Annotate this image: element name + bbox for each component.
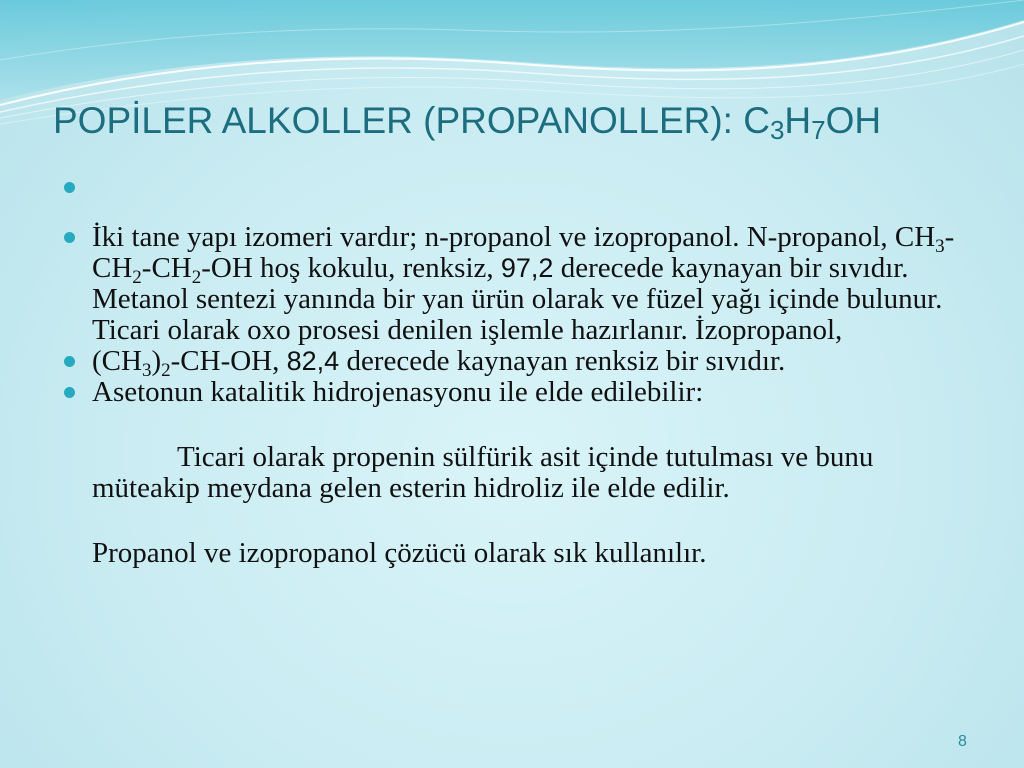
bullet-text: -CH [141,252,192,284]
bullet-text: derecede kaynayan bir sıvıdır. Metanol sentezi yanında bir yan ürün olarak ve füzel yağı içinde bulunur. Ticari olarak oxo prosesi denilen işlemle hazırlanır. İzopropanol, [92,252,943,346]
paragraph-commercial: Ticari olarak propenin sülfürik asit içinde tutulması ve bunu müteakip meydana gelen esterin hidroliz ile elde edilir. [92,441,874,504]
subscript: 2 [191,267,202,288]
title-prefix: POPİLER ALKOLLER (PROPANOLLER): C [53,100,770,141]
bullet-text: İki tane yapı izomeri vardır; n-propanol ve izopropanol. N-propanol, CH [92,221,936,253]
bullet-text: -CH-OH, [170,345,287,377]
bullet-item-isopropanol [92,345,962,381]
bullet-text: ) [151,345,162,377]
title-suffix: OH [825,100,882,141]
bullet-text: -OH hoş kokulu, renksiz, [201,252,501,284]
bullet-text: -CH [92,221,955,284]
bullet-text: Asetonun katalitik hidrojenasyonu ile elde edilebilir: [92,376,704,408]
boiling-point-value: 82,4 [286,346,340,376]
bullet-text: (CH [92,345,142,377]
bullet-dot-icon [64,387,75,398]
title-subscript-2: 7 [811,115,826,145]
paragraph-solvent: Propanol ve izopropanol çözücü olarak sık kullanılır. [92,537,707,569]
bullet-dot-icon [64,232,75,243]
subscript: 2 [161,360,171,381]
title-subscript-1: 3 [769,115,785,145]
boiling-point-value: 97,2 [500,253,554,283]
title-mid: H [784,100,812,141]
bullet-item-isomers [92,222,962,346]
bullet-dot-icon [64,182,75,193]
subscript: 2 [132,267,142,288]
bullet-dot-icon [64,356,75,367]
bullet-text: derecede kaynayan renksiz bir sıvıdır. [339,345,786,377]
bullet-item-acetone [92,377,962,408]
bullet-item-empty [92,172,962,210]
subscript: 3 [935,236,945,257]
slide-title [53,100,882,145]
subscript: 3 [141,360,152,381]
slide-body [92,172,962,569]
page-number: 8 [958,733,967,750]
